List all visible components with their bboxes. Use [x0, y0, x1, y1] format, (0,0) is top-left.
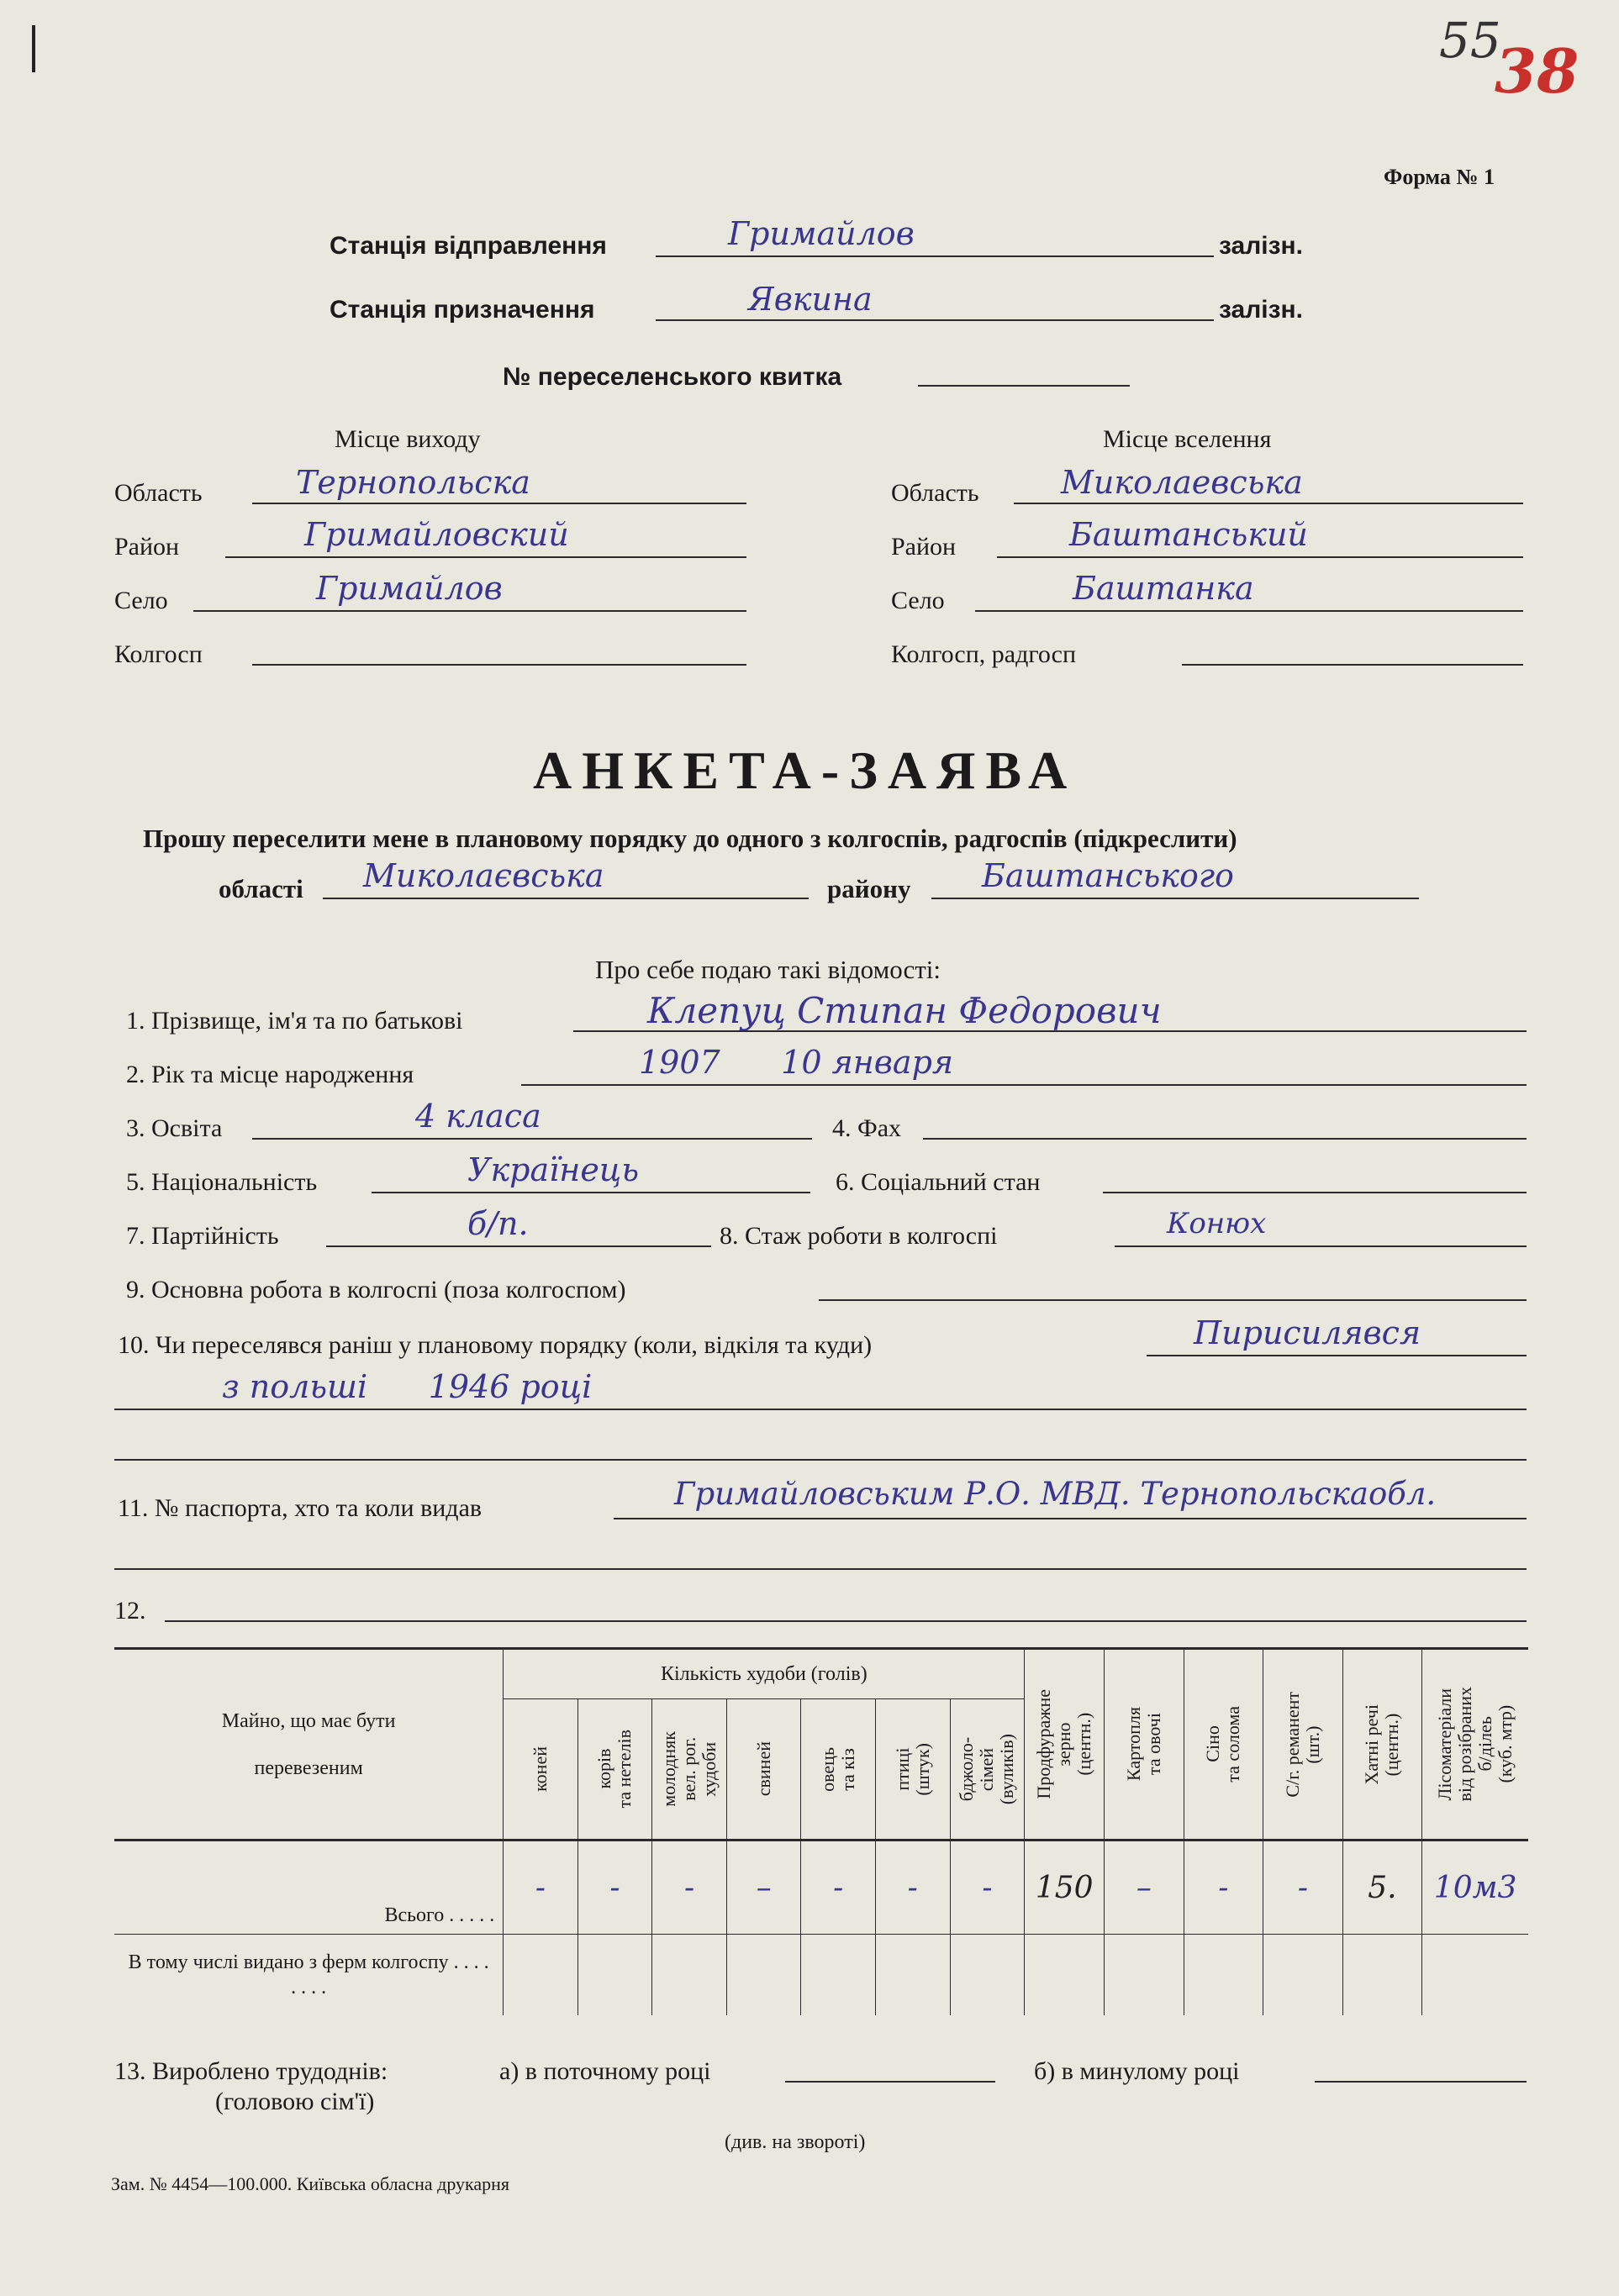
total-value-10: - — [1297, 1870, 1308, 1905]
departure-value: Гримайлов — [728, 215, 915, 252]
col-header-7-text: Продфуражне зерно (центн.) — [1033, 1689, 1095, 1799]
col-header-11-text: Хатні речі (центн.) — [1361, 1704, 1403, 1785]
field-6-line — [1103, 1192, 1527, 1193]
col-header-2 — [652, 1699, 727, 1840]
total-value-12: 10м3 — [1433, 1870, 1517, 1905]
total-value-4: - — [833, 1870, 844, 1905]
field-1-value: Клепуц Стипан Федорович — [647, 990, 1162, 1031]
field-11-label: 11. № паспорта, хто та коли видав — [118, 1494, 483, 1522]
workdays-label: 13. Вироблено трудоднів: — [114, 2057, 388, 2085]
field-3-value: 4 класа — [415, 1098, 541, 1135]
workdays-current-line — [785, 2081, 995, 2083]
col-header-3-text: свиней — [752, 1741, 774, 1797]
field-9-label: 9. Основна робота в колгоспі (поза колгоспом) — [126, 1276, 626, 1303]
field-12-label: 12. — [114, 1597, 146, 1625]
issued-cell — [1263, 1935, 1343, 2015]
field-5-value: Українець — [467, 1151, 640, 1188]
settlement-district-value: Баштанський — [1069, 516, 1308, 553]
field-11-line-b — [114, 1568, 1527, 1570]
field-10-label: 10. Чи переселявся раніш у плановому порядку (коли, відкіля та куди) — [118, 1331, 873, 1359]
col-header-1 — [577, 1699, 652, 1840]
field-5-line — [372, 1192, 810, 1193]
settlement-header: Місце вселення — [1103, 425, 1272, 453]
total-cell — [727, 1840, 801, 1935]
field-10-line-c — [114, 1459, 1527, 1461]
col-header-7 — [1025, 1649, 1105, 1840]
total-cell — [504, 1840, 577, 1935]
settlement-district-label: Район — [891, 533, 957, 561]
issued-cell — [727, 1935, 801, 2015]
issued-cell — [1422, 1935, 1528, 2015]
settlement-kolhosp-label: Колгосп, радгосп — [891, 640, 1077, 668]
total-cell — [577, 1840, 652, 1935]
field-7-value: б/п. — [467, 1205, 529, 1242]
table-row-total — [114, 1840, 1528, 1935]
origin-village-label: Село — [114, 587, 168, 614]
property-label: Майно, що має бути перевезеним — [221, 1709, 396, 1779]
departure-suffix: залізн. — [1219, 232, 1303, 260]
total-cell — [652, 1840, 727, 1935]
table-header-row — [114, 1649, 1528, 1699]
destination-value: Явкина — [748, 281, 873, 318]
total-value-5: - — [907, 1870, 918, 1905]
origin-village-value: Гримайлов — [316, 570, 503, 607]
property-table — [114, 1647, 1528, 2015]
departure-label: Станція відправлення — [330, 232, 607, 260]
destination-line — [656, 319, 1214, 321]
issued-cell — [1105, 1935, 1184, 2015]
origin-region-label: Область — [114, 479, 203, 507]
col-header-2-text: молодняк вел. рог. худоби — [658, 1731, 720, 1807]
field-2-value: 1907 10 января — [639, 1044, 954, 1081]
total-value-3: – — [756, 1870, 772, 1905]
livestock-header: Кількість худоби (голів) — [660, 1662, 868, 1685]
total-value-11: 5. — [1368, 1870, 1397, 1905]
field-11-line-a — [614, 1518, 1527, 1519]
col-header-5-text: птиці (штук) — [891, 1742, 933, 1796]
col-header-0-text: коней — [529, 1746, 551, 1792]
total-value-9: - — [1218, 1870, 1229, 1905]
total-cell — [875, 1840, 950, 1935]
request-region-line — [323, 898, 809, 899]
col-header-5 — [875, 1699, 950, 1840]
settlement-region-value: Миколаевська — [1061, 464, 1303, 501]
col-header-3 — [727, 1699, 801, 1840]
total-value-2: - — [684, 1870, 695, 1905]
col-header-8 — [1105, 1649, 1184, 1840]
archive-number-new: 38 — [1495, 35, 1579, 107]
settlement-region-line — [1014, 503, 1523, 504]
request-region-value: Миколаєвська — [363, 857, 604, 894]
property-header-cell — [114, 1649, 504, 1840]
issued-label-cell — [114, 1935, 504, 2015]
archive-number-old: 55 — [1439, 12, 1501, 69]
total-cell — [1422, 1840, 1528, 1935]
request-district-line — [931, 898, 1419, 899]
destination-label: Станція призначення — [330, 296, 595, 324]
workdays-previous-line — [1315, 2081, 1527, 2083]
total-cell — [801, 1840, 876, 1935]
col-header-4-text: овець та кіз — [817, 1746, 859, 1792]
field-11-value: Гримайловським Р.О. МВД. Тернопольскаобл. — [674, 1476, 1437, 1512]
issued-cell — [1184, 1935, 1263, 2015]
total-value-0: - — [535, 1870, 546, 1905]
request-district-value: Баштанського — [982, 857, 1234, 894]
field-1-label: 1. Прізвище, ім'я та по батькові — [126, 1007, 463, 1035]
field-3-label: 3. Освіта — [126, 1114, 223, 1142]
total-value-8: – — [1136, 1870, 1152, 1905]
settlement-village-label: Село — [891, 587, 945, 614]
total-label: Всього . . . . . — [384, 1904, 495, 1926]
settlement-village-line — [975, 610, 1523, 612]
departure-line — [656, 255, 1214, 257]
total-cell — [1184, 1840, 1263, 1935]
field-8-value: Конюх — [1167, 1207, 1267, 1240]
workdays-sub: (головою сім'ї) — [215, 2088, 375, 2115]
field-7-label: 7. Партійність — [126, 1222, 279, 1250]
total-label-cell — [114, 1840, 504, 1935]
field-10-value-2: з польші 1946 році — [222, 1368, 593, 1405]
field-10-line-a — [1147, 1355, 1527, 1356]
col-header-0 — [504, 1699, 577, 1840]
issued-cell — [504, 1935, 577, 2015]
field-8-line — [1115, 1245, 1527, 1247]
col-header-10 — [1263, 1649, 1343, 1840]
total-cell — [1105, 1840, 1184, 1935]
field-6-label: 6. Соціальний стан — [836, 1168, 1041, 1196]
request-region-label: області — [219, 874, 303, 903]
reverse-note: (див. на звороті) — [725, 2131, 866, 2153]
settlement-village-value: Баштанка — [1073, 570, 1254, 607]
issued-label: В тому числі видано з ферм колгоспу . . . . . . . . — [128, 1951, 489, 1998]
issued-cell — [1025, 1935, 1105, 2015]
total-value-1: - — [609, 1870, 620, 1905]
issued-cell — [577, 1935, 652, 2015]
destination-suffix: залізн. — [1219, 296, 1303, 324]
issued-cell — [1342, 1935, 1422, 2015]
request-line: Прошу переселити мене в плановому порядку до одного з колгоспів, радгоспів (підкреслити) — [143, 824, 1237, 853]
ticket-label: № переселенського квитка — [503, 363, 842, 391]
settlement-district-line — [997, 556, 1523, 558]
col-header-12-text: Лісоматеріали від розібраних б/ділеь (куб. мтр) — [1434, 1687, 1516, 1802]
total-cell — [1025, 1840, 1105, 1935]
col-header-1-text: корів та нетелів — [593, 1730, 635, 1809]
info-intro: Про себе подаю такі відомості: — [595, 955, 941, 984]
issued-cell — [875, 1935, 950, 2015]
livestock-header-cell — [504, 1649, 1025, 1699]
origin-district-line — [225, 556, 746, 558]
field-12-line — [165, 1620, 1527, 1622]
field-7-line — [326, 1245, 711, 1247]
origin-region-line — [252, 503, 746, 504]
field-4-line — [923, 1138, 1527, 1140]
field-10-line-b — [114, 1409, 1527, 1410]
col-header-11 — [1342, 1649, 1422, 1840]
workdays-previous-label: б) в минулому році — [1034, 2057, 1240, 2085]
total-cell — [1342, 1840, 1422, 1935]
origin-district-value: Гримайловский — [304, 516, 569, 553]
issued-cell — [652, 1935, 727, 2015]
total-cell — [950, 1840, 1025, 1935]
ticket-line — [918, 385, 1130, 387]
total-cell — [1263, 1840, 1343, 1935]
settlement-region-label: Область — [891, 479, 979, 507]
total-value-6: - — [982, 1870, 993, 1905]
col-header-12 — [1422, 1649, 1528, 1840]
issued-cell — [801, 1935, 876, 2015]
origin-district-label: Район — [114, 533, 180, 561]
total-value-7: 150 — [1035, 1870, 1094, 1905]
col-header-6 — [950, 1699, 1025, 1840]
field-8-label: 8. Стаж роботи в колгоспі — [720, 1222, 998, 1250]
margin-mark — [32, 25, 35, 72]
field-5-label: 5. Національність — [126, 1168, 318, 1196]
table-row-issued — [114, 1935, 1528, 2015]
workdays-current-label: а) в поточному році — [499, 2057, 711, 2085]
origin-kolhosp-line — [252, 664, 746, 666]
field-3-line — [252, 1138, 812, 1140]
field-4-label: 4. Фах — [832, 1114, 902, 1142]
origin-kolhosp-label: Колгосп — [114, 640, 203, 668]
col-header-8-text: Картопля та овочі — [1122, 1707, 1164, 1782]
request-district-label: району — [827, 874, 911, 903]
col-header-9-text: Сіно та солома — [1202, 1706, 1244, 1783]
origin-header: Місце виходу — [335, 425, 481, 453]
origin-region-value: Тернопольска — [296, 464, 530, 501]
col-header-6-text: бджоло- сімей (вуликів) — [956, 1733, 1018, 1805]
col-header-9 — [1184, 1649, 1263, 1840]
field-9-line — [819, 1299, 1527, 1301]
printer-info: Зам. № 4454—100.000. Київська обласна друкарня — [111, 2173, 510, 2194]
col-header-4 — [801, 1699, 876, 1840]
col-header-10-text: С/г. реманент (шт.) — [1281, 1691, 1323, 1798]
field-10-value-1: Пирисилявся — [1194, 1314, 1421, 1351]
settlement-kolhosp-line — [1182, 664, 1523, 666]
form-number: Форма № 1 — [1384, 165, 1495, 189]
field-2-label: 2. Рік та місце народження — [126, 1061, 414, 1088]
origin-village-line — [193, 610, 746, 612]
issued-cell — [950, 1935, 1025, 2015]
field-2-line — [521, 1084, 1527, 1086]
page-title: АНКЕТА-ЗАЯВА — [533, 740, 1078, 800]
